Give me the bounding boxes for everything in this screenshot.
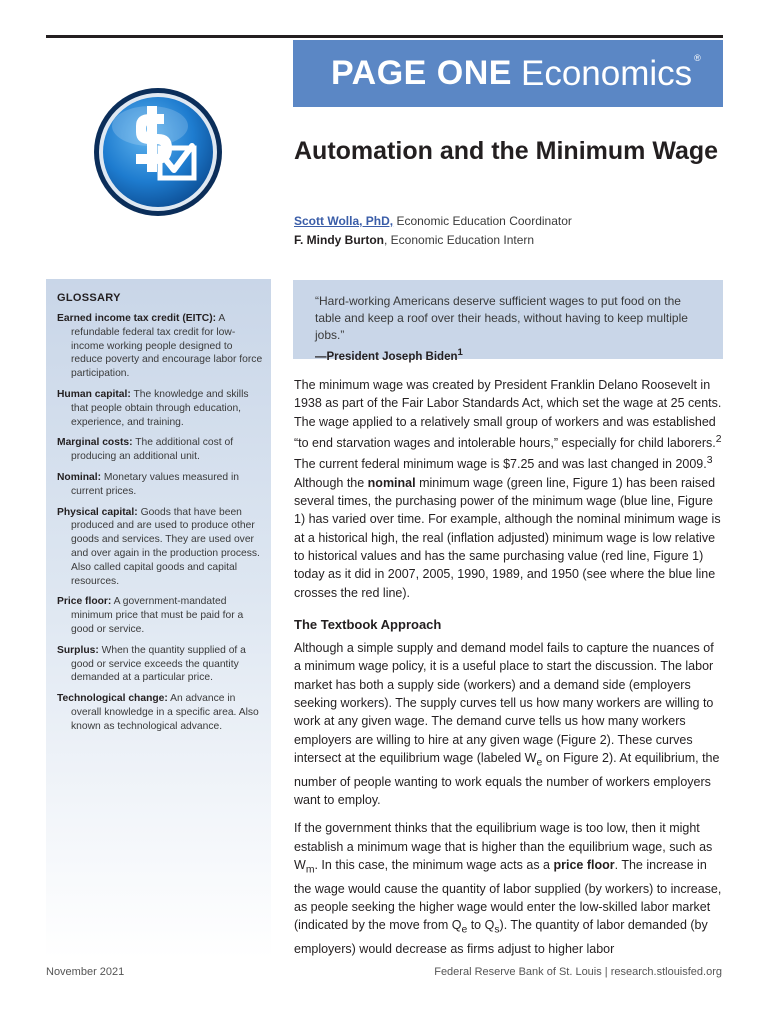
subscript: s xyxy=(494,924,500,936)
glossary-def: The knowledge and skills that people obtain through education, experience, and training. xyxy=(71,388,249,428)
glossary-term: Price floor: xyxy=(57,596,112,608)
author-1-role: Economic Education Coordinator xyxy=(393,214,572,228)
glossary-def: Monetary values measured in current prices. xyxy=(71,471,239,497)
text-run: ). The quantity of labor demanded (by employers) would decrease as firms adjust to higher labor xyxy=(294,918,708,957)
top-rule xyxy=(46,35,723,38)
glossary-term: Physical capital: xyxy=(57,506,138,518)
footnote-ref: 3 xyxy=(706,455,713,467)
glossary-term: Nominal: xyxy=(57,471,102,483)
subscript: m xyxy=(305,864,315,876)
paragraph xyxy=(294,376,724,602)
text-run: The current federal minimum wage is $7.25 and was last changed in 2009. xyxy=(294,457,707,472)
glossary-item xyxy=(57,388,265,429)
paragraph xyxy=(294,819,724,958)
author-2-name: F. Mindy Burton xyxy=(294,233,384,247)
article-body xyxy=(294,376,724,968)
text-run: . In this case, the minimum wage acts as a xyxy=(314,857,554,872)
text-run: minimum wage (green line, Figure 1) has been raised several times, the purchasing power of the minimum wage (blue line, Figure 1) has varied over time. For example, although the nominal minimum wage is at a historical high, the real (inflation adjusted) minimum wage is low relative to historical values and has the same purchasing value (red line, Figure 1) today as it did in 2007, 2005, 1990, 1989, and 1950 (see where the blue line crosses the red line). xyxy=(294,475,721,600)
section-heading: The Textbook Approach xyxy=(294,616,442,632)
glossary-term: Earned income tax credit (EITC): xyxy=(57,313,217,324)
glossary-item xyxy=(57,692,265,733)
glossary-item xyxy=(57,644,265,685)
glossary-term-bold: price floor xyxy=(553,857,615,872)
footer-date: November 2021 xyxy=(46,966,125,978)
text-run: Although the xyxy=(294,475,368,490)
glossary-list xyxy=(57,312,265,741)
text-run: on Figure 2). At equilibrium, the number of people wanting to work equals the number of workers employers want to employ. xyxy=(294,750,720,808)
quote-text: “Hard-working Americans deserve sufficient wages to put food on the table and keep a roof over their heads, without having to keep multiple jobs.” xyxy=(315,294,688,342)
quote-attribution xyxy=(315,344,703,366)
glossary-def: A government-mandated minimum price that must be paid for a good or service. xyxy=(71,596,244,635)
text-run: Although a simple supply and demand model fails to capture the nuances of a minimum wage policy, it is a useful place to start the discussion. The labor market has both a supply side (workers) and a demand side (employers seeking workers). The supply curves tell us how many workers are willing to work at any given wage. The demand curve tells us how many workers employers are willing to hire at any given wage (Figure 2). These curves intersect at the equilibrium wage (labeled W xyxy=(294,641,714,765)
footnote-ref: 2 xyxy=(715,433,722,445)
registered-mark: ® xyxy=(694,52,701,63)
glossary-item xyxy=(57,436,265,464)
brand-bold: PAGE ONE xyxy=(331,54,512,92)
glossary-term: Surplus: xyxy=(57,644,99,656)
glossary-heading: GLOSSARY xyxy=(57,292,121,304)
glossary-item xyxy=(57,312,265,381)
author-2 xyxy=(294,231,572,250)
subscript: e xyxy=(536,757,543,769)
glossary-def: When the quantity supplied of a good or service exceeds the quantity demanded at a particular price. xyxy=(71,644,246,684)
text-run: . The increase in the wage would cause the quantity of labor supplied (by workers) to increase, as people seeking the higher wage would enter the low-skilled labor market (indicated by the move from Q xyxy=(294,857,722,933)
author-1 xyxy=(294,212,572,231)
glossary-item xyxy=(57,471,265,499)
footnote-ref: 1 xyxy=(457,347,463,358)
author-list xyxy=(294,212,572,250)
text-run: The minimum wage was created by President Franklin Delano Roosevelt in 1938 as part of the Fair Labor Standards Act, which set the wage at 25 cents. The wage applied to a relatively small group of workers and was established “to end starvation wages and intolerable hours,” especially for child laborers. xyxy=(294,378,722,451)
footer-source: Federal Reserve Bank of St. Louis | research.stlouisfed.org xyxy=(434,966,722,978)
brand-light: Economics xyxy=(520,53,693,93)
glossary-def: The additional cost of producing an additional unit. xyxy=(71,437,234,463)
paragraph xyxy=(294,639,724,809)
glossary-def: A refundable federal tax credit for low-income working people designed to reduce poverty and encourage labor force participation. xyxy=(71,313,263,380)
publication-banner xyxy=(293,40,723,107)
text-run: to Q xyxy=(467,918,495,933)
glossary-term-bold: nominal xyxy=(367,475,416,490)
text-run: If the government thinks that the equilibrium wage is too low, then it might establish a minimum wage that is higher than the equilibrium wage, such as W xyxy=(294,821,713,872)
glossary-item xyxy=(57,595,265,636)
author-1-link[interactable]: Scott Wolla, PhD, xyxy=(294,214,394,228)
glossary-def: An advance in overall knowledge in a specific area. Also known as technological advance. xyxy=(71,693,259,732)
glossary-def: Goods that have been produced and are used to produce other goods and services. They are used over and over again in the production process. Also called capital goods and capital resources. xyxy=(71,506,260,587)
subscript: e xyxy=(461,924,468,936)
glossary-term: Human capital: xyxy=(57,388,131,400)
author-2-role: , Economic Education Intern xyxy=(384,233,535,247)
glossary-sidebar xyxy=(46,279,271,959)
glossary-term: Marginal costs: xyxy=(57,437,133,449)
dollar-check-icon xyxy=(92,86,224,218)
glossary-item xyxy=(57,506,265,589)
pull-quote xyxy=(293,280,723,363)
quote-attribution-text: —President Joseph Biden xyxy=(315,350,458,363)
glossary-term: Technological change: xyxy=(57,693,168,705)
page-title: Automation and the Minimum Wage xyxy=(294,137,719,165)
